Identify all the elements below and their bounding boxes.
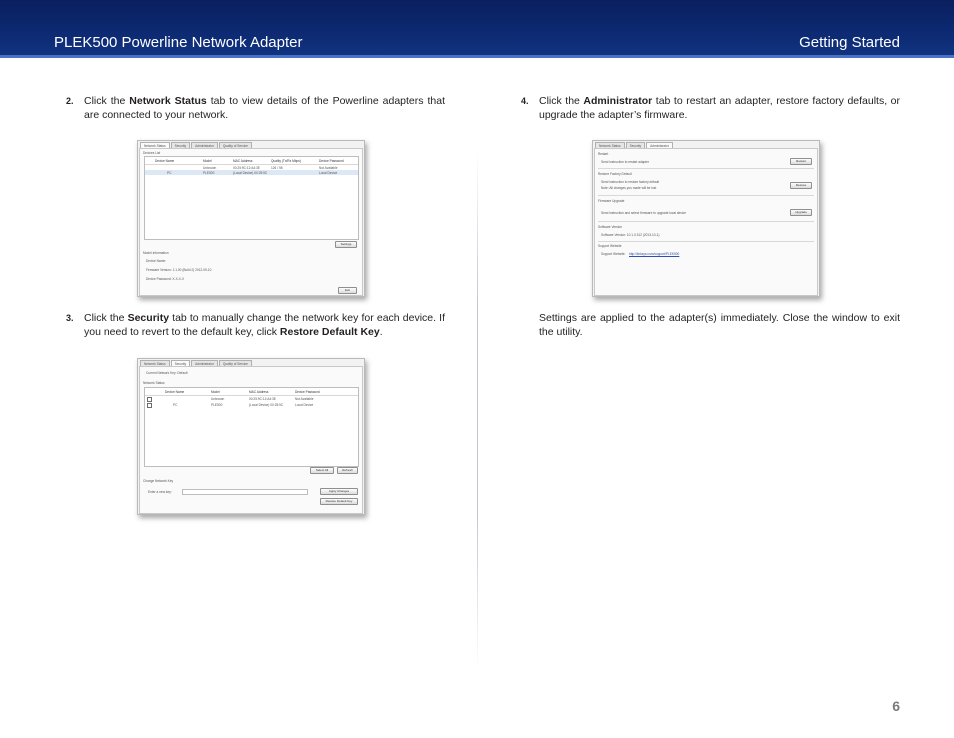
step-text: tab to restart an adapter, restore factory defaults, or upgrade the adapter’s firmware. [539, 95, 901, 121]
column-header: Quality (Tx/Rx Mbps) [271, 159, 301, 163]
header-divider [145, 164, 358, 165]
table-cell: PC [167, 171, 172, 175]
tab-network-status: Network Status [140, 360, 170, 367]
tab-pane [139, 148, 363, 296]
column-header: MAC Address [249, 390, 269, 394]
support-link: http://linksys.com/support/PLEK500 [629, 252, 680, 256]
table-cell: 126 / 98 [271, 166, 283, 170]
restore-button: Restore [790, 182, 812, 189]
header-divider [145, 395, 358, 396]
detail-line: Device Name: [146, 259, 167, 263]
section-divider [598, 221, 814, 222]
header-rule [0, 55, 954, 58]
page-number: 6 [892, 698, 900, 714]
step-bold-term: Administrator [583, 95, 653, 107]
column-header: Model [211, 390, 220, 394]
step-bold-term: Network Status [129, 95, 207, 107]
tab-qos: Quality of Service [219, 142, 252, 149]
apply-changes-button: Apply Changes [320, 488, 358, 495]
software-version: Software Version: 10.1.0.312 (2013-10-1) [601, 233, 660, 237]
restore-note: Note: All changes you made will be lost [601, 186, 657, 190]
step-number: 4. [521, 96, 529, 106]
new-key-input [182, 489, 308, 495]
change-key-title: Change Network Key [143, 479, 174, 483]
table-cell: (Local Device) 00:25:9C [249, 403, 284, 407]
step-text: . [379, 326, 383, 338]
support-title: Support Website [598, 244, 622, 248]
column-header: Device Password [319, 159, 344, 163]
table-cell: (Local Device) 00:25:9C [233, 171, 268, 175]
tab-pane [139, 366, 363, 514]
restore-title: Restore Factory Default [598, 172, 632, 176]
column-header: Model [203, 159, 212, 163]
current-key-label: Current Network Key: Default [146, 371, 188, 375]
closing-paragraph: Settings are applied to the adapter(s) immediately. Close the window to exit the utility. [539, 312, 900, 338]
restart-text: Send instruction to restart adapter [601, 160, 650, 164]
step-text: Click the [539, 95, 584, 107]
table-cell: Local Device [295, 403, 314, 407]
row-checkbox [147, 397, 152, 402]
tab-network-status: Network Status [140, 142, 170, 149]
section-divider [598, 195, 814, 196]
settings-button: Settings [335, 241, 357, 248]
network-table [144, 387, 359, 467]
detail-line: Device Password: X-X-X-X [146, 277, 185, 281]
exit-button: Exit [338, 287, 357, 294]
software-title: Software Version [598, 225, 623, 229]
restore-text: Send instruction to restore factory default [601, 180, 660, 184]
upgrade-text: Send instruction and select firmware to upgrade local device [601, 211, 687, 215]
new-key-label: Enter a new key: [148, 490, 172, 494]
tab-pane [594, 148, 818, 296]
step-text: tab to view details of the Powerline adapters that are connected to your network. [84, 95, 445, 121]
section-divider [598, 241, 814, 242]
tab-security: Security [171, 142, 191, 149]
row-checkbox [147, 403, 152, 408]
upgrade-button: Upgrade [790, 209, 812, 216]
step-4 [521, 94, 901, 122]
section-divider [598, 168, 814, 169]
product-title: PLEK500 Powerline Network Adapter [54, 34, 303, 51]
tab-security: Security [171, 360, 191, 367]
tab-qos: Quality of Service [219, 360, 252, 367]
restart-button: Restart [790, 158, 812, 165]
table-cell: 00:25:9C:12:A4:3E [233, 166, 260, 170]
table-cell: 00:25:9C:12:A4:3E [249, 397, 276, 401]
select-all-button: Select All [310, 467, 334, 474]
step-text: tab to manually change the network key for each device. If you need to revert to the default key, click [84, 312, 445, 338]
step-number: 2. [66, 96, 74, 106]
step-bold-term: Restore Default Key [279, 326, 380, 338]
table-cell: Local Device [319, 171, 338, 175]
column-header: Device Name [165, 390, 185, 394]
step-number: 3. [66, 313, 74, 323]
step-text: Click the [84, 312, 128, 324]
section-title: Getting Started [799, 34, 900, 51]
tab-network-status: Network Status [595, 142, 625, 149]
refresh-button: Refresh [337, 467, 358, 474]
restart-title: Restart [598, 152, 609, 156]
table-cell: Not Available [295, 397, 314, 401]
group-title: Devices List [143, 151, 161, 155]
upgrade-title: Firmware Upgrade [598, 199, 625, 203]
table-cell: Unknown [211, 397, 225, 401]
group-title: Network Status [143, 381, 165, 385]
tab-administrator: Administrator [646, 142, 673, 149]
table-cell: PLE500 [211, 403, 223, 407]
table-cell: PLE500 [203, 171, 215, 175]
tab-administrator: Administrator [191, 142, 218, 149]
tab-security: Security [626, 142, 646, 149]
restore-default-key-button: Restore Default Key [320, 498, 358, 505]
step-3 [66, 311, 445, 339]
support-label: Support Website: [601, 252, 626, 256]
column-header: Device Name [155, 159, 175, 163]
network-status-screenshot [137, 140, 365, 297]
column-header: Device Password [295, 390, 320, 394]
step-text: Click the [84, 95, 130, 107]
detail-line: Firmware Version: 1.1.00 (Build 2) 2012-09-10 [146, 268, 212, 272]
security-screenshot [137, 358, 365, 515]
administrator-screenshot [592, 140, 820, 297]
step-2 [66, 94, 445, 122]
column-header: MAC Address [233, 159, 253, 163]
tab-administrator: Administrator [191, 360, 218, 367]
table-cell: Unknown [203, 166, 217, 170]
step-bold-term: Security [127, 312, 170, 324]
detail-title: Model Information [143, 251, 169, 255]
table-cell: Not Available [319, 166, 338, 170]
devices-table [144, 156, 359, 240]
table-cell: PC [173, 403, 178, 407]
column-divider [477, 150, 478, 670]
